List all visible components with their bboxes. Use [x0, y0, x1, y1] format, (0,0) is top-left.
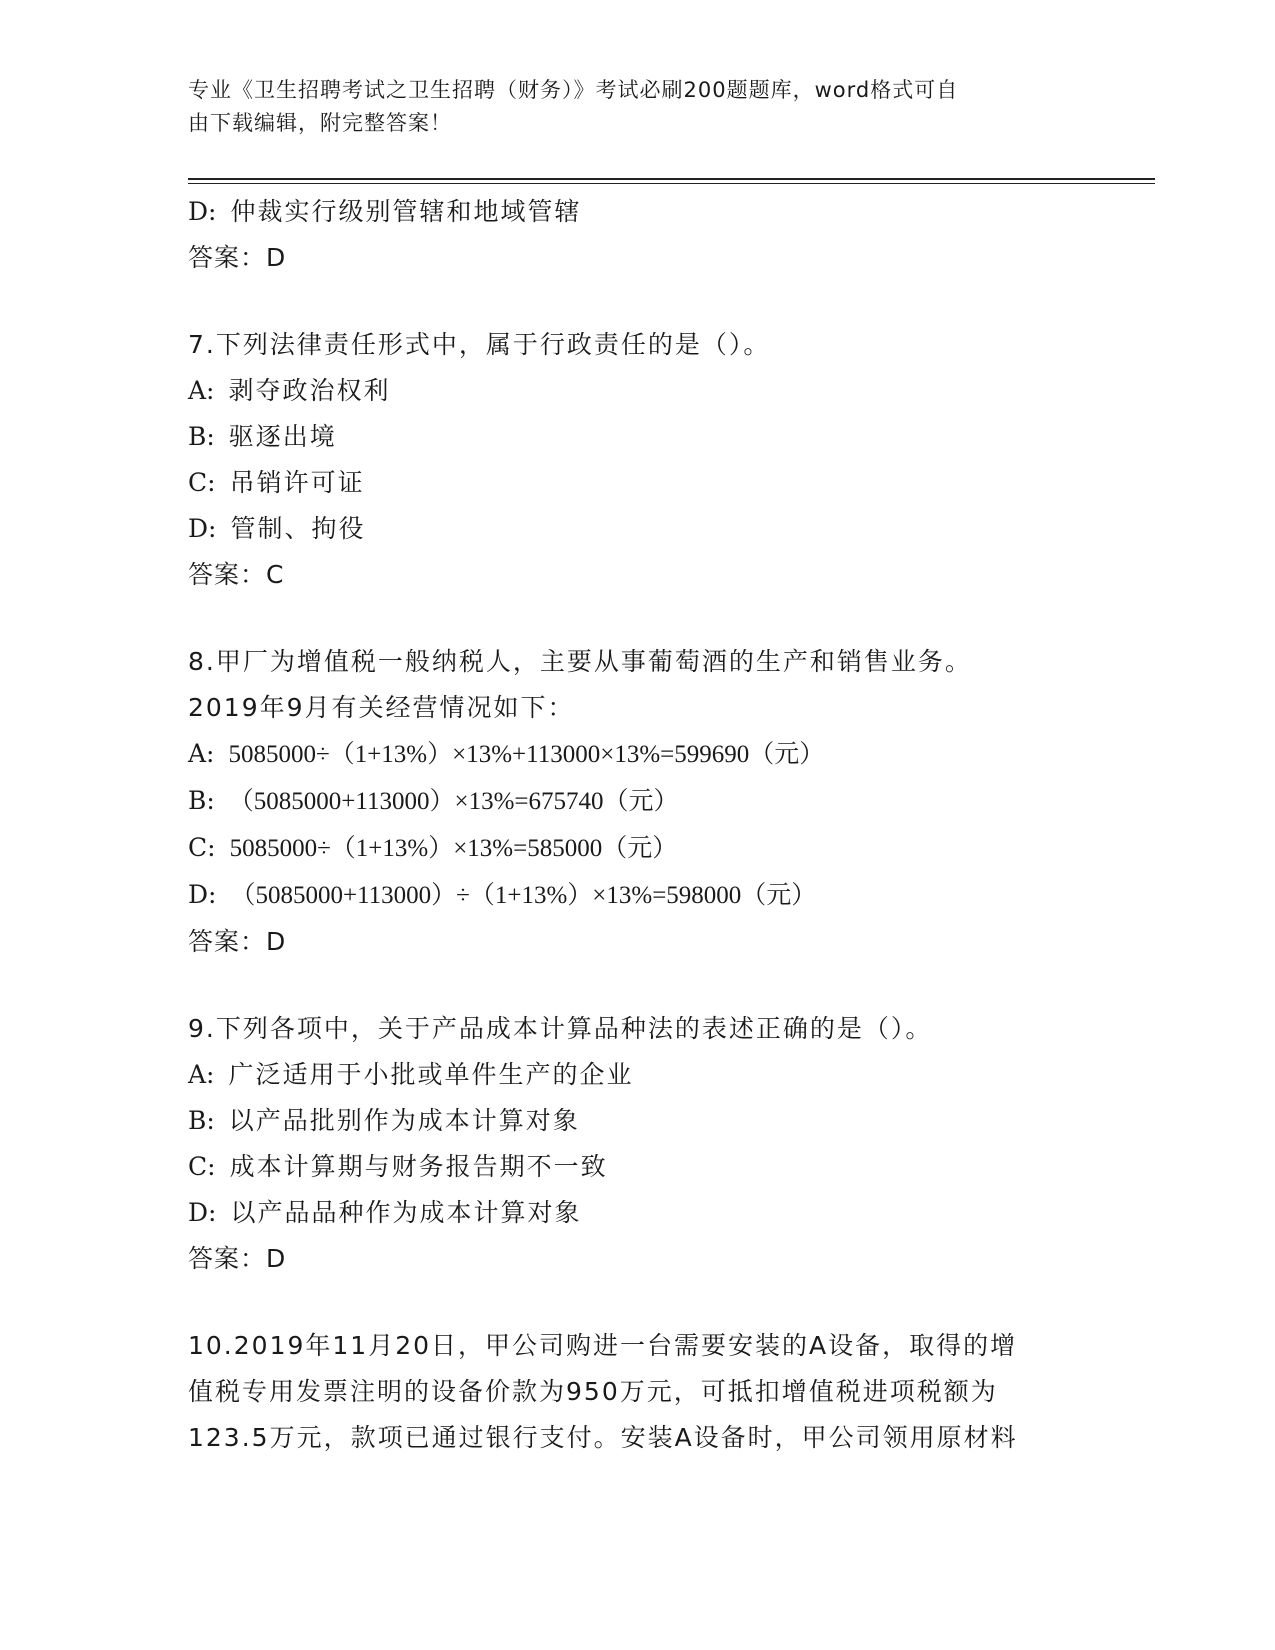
option-text: 5085000÷（1+13%）×13%=585000（元）: [229, 835, 678, 862]
q8-stem-line-2: 2019年9月有关经营情况如下：: [188, 693, 575, 722]
q8-option-d: [188, 872, 1088, 919]
option-label: B:: [188, 1106, 215, 1135]
option-text: 以产品批别作为成本计算对象: [228, 1106, 580, 1135]
q9-option-c: [188, 1144, 1088, 1190]
q7-answer: 答案：C: [188, 560, 285, 589]
q9-option-a: [188, 1052, 1088, 1098]
option-text: 剥夺政治权利: [228, 376, 391, 405]
q10-stem-line-2: 值税专用发票注明的设备价款为950万元，可抵扣增值税进项税额为: [188, 1377, 998, 1406]
option-label: B:: [188, 422, 215, 451]
header-divider-thick: [188, 178, 1155, 180]
option-label: C:: [188, 468, 216, 497]
option-label: C:: [188, 833, 216, 862]
option-label: D:: [188, 880, 217, 909]
q7-stem: 7.下列法律责任形式中，属于行政责任的是（）。: [188, 330, 771, 359]
q10-stem-line-3: 123.5万元，款项已通过银行支付。安装A设备时，甲公司领用原材料: [188, 1423, 1018, 1452]
option-text: 5085000÷（1+13%）×13%+113000×13%=599690（元）: [228, 741, 825, 768]
option-label: B:: [188, 786, 215, 815]
q8-option-b: [188, 778, 1088, 825]
q9-answer: 答案：D: [188, 1244, 287, 1273]
q7-option-d: [188, 506, 1088, 552]
option-label: A:: [188, 376, 215, 405]
header-divider-thin: [188, 183, 1155, 184]
q9-option-b: [188, 1098, 1088, 1144]
q8-answer: 答案：D: [188, 927, 287, 956]
option-text: 驱逐出境: [228, 422, 337, 451]
q9-option-d: [188, 1190, 1088, 1236]
q6-answer: 答案：D: [188, 243, 287, 272]
option-text: 管制、拘役: [230, 514, 366, 543]
option-label: A:: [188, 739, 215, 768]
option-text: （5085000+113000）÷（1+13%）×13%=598000（元）: [230, 882, 817, 909]
option-text: 吊销许可证: [229, 468, 365, 497]
option-text: 成本计算期与财务报告期不一致: [229, 1152, 608, 1181]
q8-stem-line-1: 8.甲厂为增值税一般纳税人，主要从事葡萄酒的生产和销售业务。: [188, 647, 972, 676]
option-label: C:: [188, 1152, 216, 1181]
q9-stem: 9.下列各项中，关于产品成本计算品种法的表述正确的是（）。: [188, 1014, 933, 1043]
option-text: 广泛适用于小批或单件生产的企业: [228, 1060, 634, 1089]
document-body: [188, 189, 1088, 1461]
q6-option-d: [188, 189, 1088, 235]
q7-option-a: [188, 368, 1088, 414]
header-line-2: 由下载编辑，附完整答案！: [188, 111, 452, 135]
option-text: 以产品品种作为成本计算对象: [230, 1198, 582, 1227]
option-label: D:: [188, 197, 217, 226]
q7-option-b: [188, 414, 1088, 460]
q8-option-c: [188, 825, 1088, 872]
option-label: D:: [188, 514, 217, 543]
q10-stem-line-1: 10.2019年11月20日，甲公司购进一台需要安装的A设备，取得的增: [188, 1331, 1018, 1360]
q7-option-c: [188, 460, 1088, 506]
option-text: 仲裁实行级别管辖和地域管辖: [230, 197, 582, 226]
option-text: （5085000+113000）×13%=675740（元）: [228, 788, 679, 815]
header-line-1: 专业《卫生招聘考试之卫生招聘（财务）》考试必刷200题题库，word格式可自: [188, 78, 959, 102]
option-label: D:: [188, 1198, 217, 1227]
document-header: [188, 74, 1068, 140]
q8-option-a: [188, 731, 1088, 778]
option-label: A:: [188, 1060, 215, 1089]
